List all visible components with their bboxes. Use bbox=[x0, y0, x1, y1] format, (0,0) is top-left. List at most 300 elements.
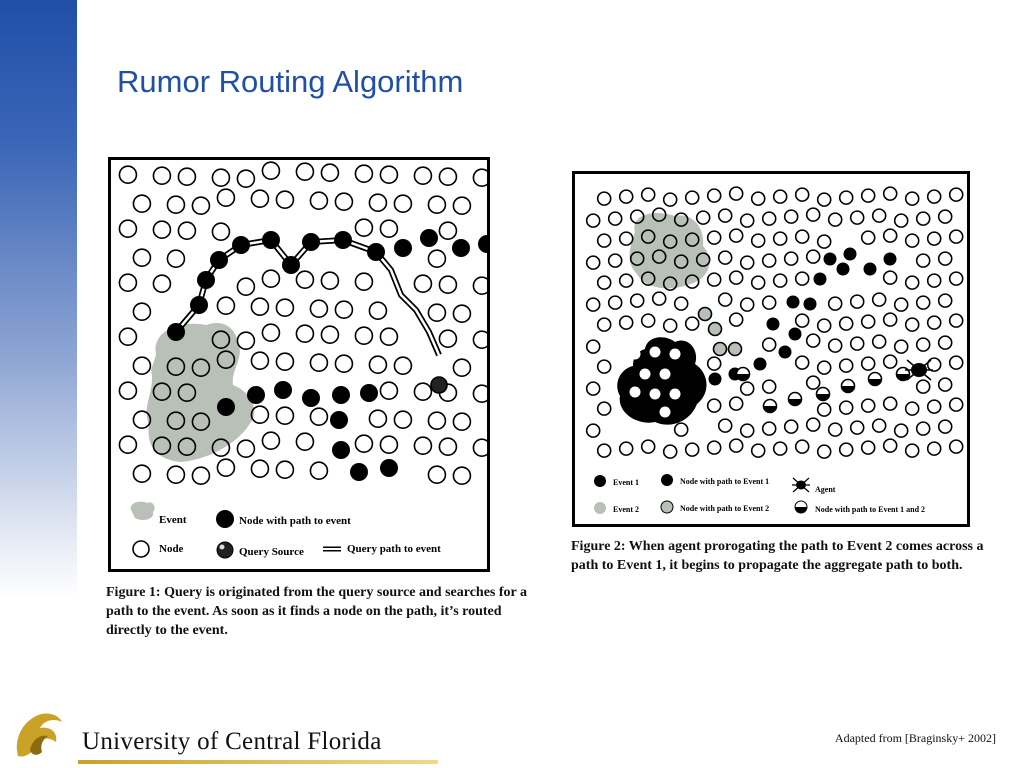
legend-agent-label: Agent bbox=[815, 485, 836, 494]
node bbox=[939, 210, 952, 223]
node bbox=[950, 398, 963, 411]
node bbox=[217, 189, 234, 206]
node bbox=[840, 359, 853, 372]
node bbox=[620, 190, 633, 203]
node bbox=[262, 270, 279, 287]
legend-event-2-swatch bbox=[594, 502, 606, 514]
node bbox=[862, 357, 875, 370]
node bbox=[119, 436, 136, 453]
node-with-path bbox=[330, 411, 348, 429]
node bbox=[917, 380, 930, 393]
node bbox=[763, 212, 776, 225]
node bbox=[217, 459, 234, 476]
event-1-node bbox=[650, 389, 661, 400]
node bbox=[321, 164, 338, 181]
node bbox=[752, 192, 765, 205]
node bbox=[262, 324, 279, 341]
node bbox=[609, 296, 622, 309]
node bbox=[133, 195, 150, 212]
node bbox=[752, 234, 765, 247]
node bbox=[851, 421, 864, 434]
node bbox=[587, 382, 600, 395]
node bbox=[708, 357, 721, 370]
node bbox=[119, 166, 136, 183]
node bbox=[473, 277, 487, 294]
node bbox=[862, 315, 875, 328]
node-with-path-event-1 bbox=[837, 263, 850, 276]
event-1-node bbox=[660, 369, 671, 380]
node-with-path-event-1 bbox=[884, 253, 897, 266]
legend-event-1-swatch bbox=[594, 475, 606, 487]
legend-node-path-e1-label: Node with path to Event 1 bbox=[680, 477, 770, 486]
node-with-path bbox=[210, 251, 228, 269]
node-with-path-event-1 bbox=[679, 376, 692, 389]
event-1-node bbox=[660, 407, 671, 418]
node bbox=[675, 297, 688, 310]
node bbox=[906, 444, 919, 457]
legend-node-path-both-label: Node with path to Event 1 and 2 bbox=[815, 505, 926, 514]
node bbox=[178, 222, 195, 239]
node bbox=[829, 423, 842, 436]
legend-node-swatch bbox=[133, 541, 149, 557]
node-with-path bbox=[282, 256, 300, 274]
node bbox=[428, 412, 445, 429]
node bbox=[851, 295, 864, 308]
node bbox=[439, 276, 456, 293]
node bbox=[192, 467, 209, 484]
node bbox=[686, 317, 699, 330]
legend-event-swatch bbox=[131, 502, 155, 520]
figure-1-legend bbox=[131, 502, 441, 558]
node bbox=[664, 193, 677, 206]
node bbox=[928, 400, 941, 413]
node-with-path bbox=[334, 231, 352, 249]
node bbox=[917, 212, 930, 225]
node bbox=[428, 466, 445, 483]
node bbox=[785, 252, 798, 265]
node-with-path bbox=[262, 231, 280, 249]
node bbox=[884, 397, 897, 410]
node bbox=[598, 444, 611, 457]
node bbox=[310, 192, 327, 209]
node bbox=[906, 318, 919, 331]
node-with-path-event-1 bbox=[787, 296, 800, 309]
node bbox=[939, 336, 952, 349]
node bbox=[355, 327, 372, 344]
node bbox=[763, 422, 776, 435]
node bbox=[730, 271, 743, 284]
node bbox=[906, 276, 919, 289]
node bbox=[251, 406, 268, 423]
legend-event-label: Event bbox=[159, 514, 187, 526]
node bbox=[884, 313, 897, 326]
node bbox=[719, 251, 732, 264]
node bbox=[741, 256, 754, 269]
node bbox=[133, 303, 150, 320]
university-name: University of Central Florida bbox=[82, 728, 382, 755]
node bbox=[335, 301, 352, 318]
node-with-path-event-1 bbox=[844, 248, 857, 261]
node bbox=[928, 190, 941, 203]
legend-query-source-label: Query Source bbox=[239, 546, 304, 558]
event-1-node bbox=[670, 349, 681, 360]
node-with-path-event-1 bbox=[709, 373, 722, 386]
node bbox=[741, 424, 754, 437]
node bbox=[587, 340, 600, 353]
node bbox=[587, 256, 600, 269]
node bbox=[939, 294, 952, 307]
node bbox=[321, 326, 338, 343]
node bbox=[587, 424, 600, 437]
node bbox=[473, 439, 487, 456]
node bbox=[862, 399, 875, 412]
node bbox=[818, 319, 831, 332]
node bbox=[587, 214, 600, 227]
node bbox=[939, 420, 952, 433]
node-with-path-event-2 bbox=[709, 323, 722, 336]
node-with-path bbox=[167, 323, 185, 341]
node-with-path bbox=[190, 296, 208, 314]
node bbox=[785, 210, 798, 223]
figure-2 bbox=[572, 171, 970, 527]
node bbox=[917, 254, 930, 267]
node bbox=[785, 420, 798, 433]
node bbox=[598, 192, 611, 205]
figure-2-caption: Figure 2: When agent prorogating the path to Event 2 comes across a path to Event 1, it begins to propagate the aggregate path to both. bbox=[571, 539, 984, 573]
node bbox=[394, 195, 411, 212]
node bbox=[950, 230, 963, 243]
node bbox=[380, 166, 397, 183]
node bbox=[719, 419, 732, 432]
node bbox=[906, 402, 919, 415]
node bbox=[620, 232, 633, 245]
node bbox=[763, 296, 776, 309]
node bbox=[369, 356, 386, 373]
node bbox=[906, 192, 919, 205]
node bbox=[807, 418, 820, 431]
node bbox=[251, 460, 268, 477]
node bbox=[763, 380, 776, 393]
slide-title: Rumor Routing Algorithm bbox=[117, 64, 464, 99]
node bbox=[664, 319, 677, 332]
node bbox=[428, 304, 445, 321]
event-1-node bbox=[630, 387, 641, 398]
legend-node-path-both-half bbox=[795, 507, 807, 513]
node bbox=[774, 442, 787, 455]
node bbox=[818, 445, 831, 458]
node bbox=[609, 254, 622, 267]
node bbox=[473, 385, 487, 402]
event-1-node bbox=[670, 389, 681, 400]
node bbox=[153, 275, 170, 292]
node bbox=[917, 338, 930, 351]
node bbox=[642, 314, 655, 327]
node-with-path bbox=[367, 243, 385, 261]
node bbox=[296, 271, 313, 288]
node bbox=[335, 355, 352, 372]
node bbox=[428, 196, 445, 213]
node bbox=[642, 188, 655, 201]
node bbox=[741, 298, 754, 311]
node bbox=[380, 328, 397, 345]
node bbox=[355, 435, 372, 452]
attribution: Adapted from [Braginsky+ 2002] bbox=[834, 731, 996, 745]
node bbox=[439, 438, 456, 455]
node bbox=[119, 220, 136, 237]
node bbox=[763, 338, 776, 351]
event-1-node bbox=[630, 349, 641, 360]
legend-event-1-label: Event 1 bbox=[613, 478, 639, 487]
node bbox=[237, 440, 254, 457]
node bbox=[741, 382, 754, 395]
university-rule bbox=[78, 760, 438, 764]
node bbox=[310, 462, 327, 479]
node bbox=[928, 274, 941, 287]
node bbox=[598, 234, 611, 247]
node bbox=[414, 275, 431, 292]
node bbox=[310, 408, 327, 425]
node-with-path bbox=[360, 384, 378, 402]
event-1-node bbox=[640, 369, 651, 380]
node bbox=[153, 167, 170, 184]
node bbox=[133, 465, 150, 482]
node bbox=[237, 278, 254, 295]
node bbox=[928, 442, 941, 455]
node bbox=[851, 211, 864, 224]
node bbox=[414, 383, 431, 400]
node-with-path-event-1 bbox=[804, 298, 817, 311]
node bbox=[829, 297, 842, 310]
figure-1 bbox=[108, 157, 490, 572]
node bbox=[296, 163, 313, 180]
node bbox=[620, 442, 633, 455]
node-with-path bbox=[478, 235, 487, 253]
node bbox=[439, 168, 456, 185]
node bbox=[380, 436, 397, 453]
node bbox=[380, 220, 397, 237]
node bbox=[895, 424, 908, 437]
node bbox=[719, 209, 732, 222]
node bbox=[453, 467, 470, 484]
node bbox=[730, 439, 743, 452]
node bbox=[796, 188, 809, 201]
node bbox=[851, 337, 864, 350]
legend-node-label: Node bbox=[159, 543, 184, 555]
node bbox=[620, 316, 633, 329]
node bbox=[251, 190, 268, 207]
node bbox=[167, 250, 184, 267]
node bbox=[296, 325, 313, 342]
node-with-path bbox=[217, 398, 235, 416]
node bbox=[895, 298, 908, 311]
node bbox=[664, 445, 677, 458]
node bbox=[873, 209, 886, 222]
node bbox=[598, 318, 611, 331]
node-with-path bbox=[420, 229, 438, 247]
node bbox=[840, 401, 853, 414]
figure-1-diagram bbox=[111, 160, 487, 569]
node bbox=[939, 252, 952, 265]
node bbox=[675, 423, 688, 436]
query-source-highlight bbox=[220, 545, 225, 550]
node bbox=[708, 231, 721, 244]
node bbox=[906, 234, 919, 247]
node-with-path-event-1 bbox=[789, 328, 802, 341]
node bbox=[796, 440, 809, 453]
node-with-path bbox=[380, 459, 398, 477]
node bbox=[752, 444, 765, 457]
node bbox=[473, 169, 487, 186]
node bbox=[950, 272, 963, 285]
legend-query-source-swatch bbox=[217, 542, 233, 558]
event-1-node bbox=[650, 347, 661, 358]
node-with-path bbox=[247, 386, 265, 404]
node-with-path-event-2 bbox=[699, 308, 712, 321]
node bbox=[119, 382, 136, 399]
node bbox=[840, 443, 853, 456]
node bbox=[251, 298, 268, 315]
node bbox=[884, 355, 897, 368]
node bbox=[237, 170, 254, 187]
node-with-path-event-1 bbox=[779, 346, 792, 359]
node-with-path-event-1 bbox=[754, 358, 767, 371]
node bbox=[453, 413, 470, 430]
node-with-path bbox=[394, 239, 412, 257]
node bbox=[609, 212, 622, 225]
node bbox=[796, 230, 809, 243]
node bbox=[774, 190, 787, 203]
node bbox=[369, 194, 386, 211]
node bbox=[763, 254, 776, 267]
node bbox=[796, 356, 809, 369]
node bbox=[873, 293, 886, 306]
node-with-path bbox=[302, 233, 320, 251]
node bbox=[178, 168, 195, 185]
node bbox=[355, 165, 372, 182]
node bbox=[840, 191, 853, 204]
node bbox=[895, 340, 908, 353]
node bbox=[928, 316, 941, 329]
node bbox=[917, 296, 930, 309]
node bbox=[380, 382, 397, 399]
node bbox=[708, 399, 721, 412]
node bbox=[950, 440, 963, 453]
node bbox=[153, 221, 170, 238]
node bbox=[335, 193, 352, 210]
node-with-path-event-2 bbox=[729, 343, 742, 356]
node bbox=[355, 219, 372, 236]
legend-node-path-label: Node with path to event bbox=[239, 515, 351, 527]
figure-1-caption: Figure 1: Query is originated from the query source and searches for a path to the event. As soon as it finds a node on the path, it’s routed directly to the event. bbox=[106, 585, 527, 638]
node bbox=[796, 314, 809, 327]
node bbox=[394, 411, 411, 428]
node-with-path bbox=[452, 239, 470, 257]
node bbox=[807, 376, 820, 389]
node bbox=[752, 276, 765, 289]
node bbox=[829, 213, 842, 226]
node bbox=[369, 410, 386, 427]
node bbox=[884, 187, 897, 200]
node-with-path-event-1 bbox=[814, 273, 827, 286]
node bbox=[818, 361, 831, 374]
node-with-path-event-1 bbox=[767, 318, 780, 331]
node bbox=[774, 232, 787, 245]
node bbox=[730, 229, 743, 242]
node bbox=[310, 300, 327, 317]
node bbox=[873, 335, 886, 348]
node bbox=[276, 299, 293, 316]
node bbox=[730, 397, 743, 410]
node bbox=[741, 214, 754, 227]
node bbox=[884, 271, 897, 284]
node bbox=[414, 167, 431, 184]
node bbox=[829, 339, 842, 352]
node bbox=[251, 352, 268, 369]
node bbox=[119, 328, 136, 345]
node bbox=[939, 378, 952, 391]
node bbox=[276, 191, 293, 208]
node bbox=[840, 317, 853, 330]
node bbox=[394, 357, 411, 374]
node bbox=[862, 231, 875, 244]
node bbox=[598, 360, 611, 373]
node-with-path-event-2 bbox=[714, 343, 727, 356]
node bbox=[276, 353, 293, 370]
node bbox=[818, 235, 831, 248]
figure-2-legend bbox=[594, 474, 925, 514]
node bbox=[653, 292, 666, 305]
node bbox=[730, 313, 743, 326]
node bbox=[276, 407, 293, 424]
node bbox=[928, 232, 941, 245]
node bbox=[862, 441, 875, 454]
node bbox=[598, 276, 611, 289]
node bbox=[774, 274, 787, 287]
legend-node-path-swatch bbox=[216, 510, 234, 528]
node bbox=[262, 432, 279, 449]
sidebar-gradient bbox=[0, 0, 77, 600]
node bbox=[884, 229, 897, 242]
node bbox=[620, 274, 633, 287]
node bbox=[719, 293, 732, 306]
node bbox=[369, 302, 386, 319]
node bbox=[237, 332, 254, 349]
node bbox=[212, 169, 229, 186]
node bbox=[642, 440, 655, 453]
node bbox=[697, 211, 710, 224]
node bbox=[807, 208, 820, 221]
legend-node-path-e2-label: Node with path to Event 2 bbox=[680, 504, 770, 513]
node bbox=[167, 466, 184, 483]
node bbox=[807, 250, 820, 263]
node bbox=[895, 214, 908, 227]
node bbox=[212, 223, 229, 240]
node bbox=[414, 437, 431, 454]
node bbox=[276, 461, 293, 478]
node bbox=[587, 298, 600, 311]
node bbox=[598, 402, 611, 415]
node bbox=[818, 193, 831, 206]
legend-agent-swatch bbox=[792, 478, 810, 492]
node-with-path-event-1 bbox=[824, 253, 837, 266]
node bbox=[453, 197, 470, 214]
node bbox=[950, 314, 963, 327]
node bbox=[686, 191, 699, 204]
node bbox=[818, 403, 831, 416]
node-with-path bbox=[274, 381, 292, 399]
node-with-path bbox=[302, 389, 320, 407]
node bbox=[873, 419, 886, 432]
